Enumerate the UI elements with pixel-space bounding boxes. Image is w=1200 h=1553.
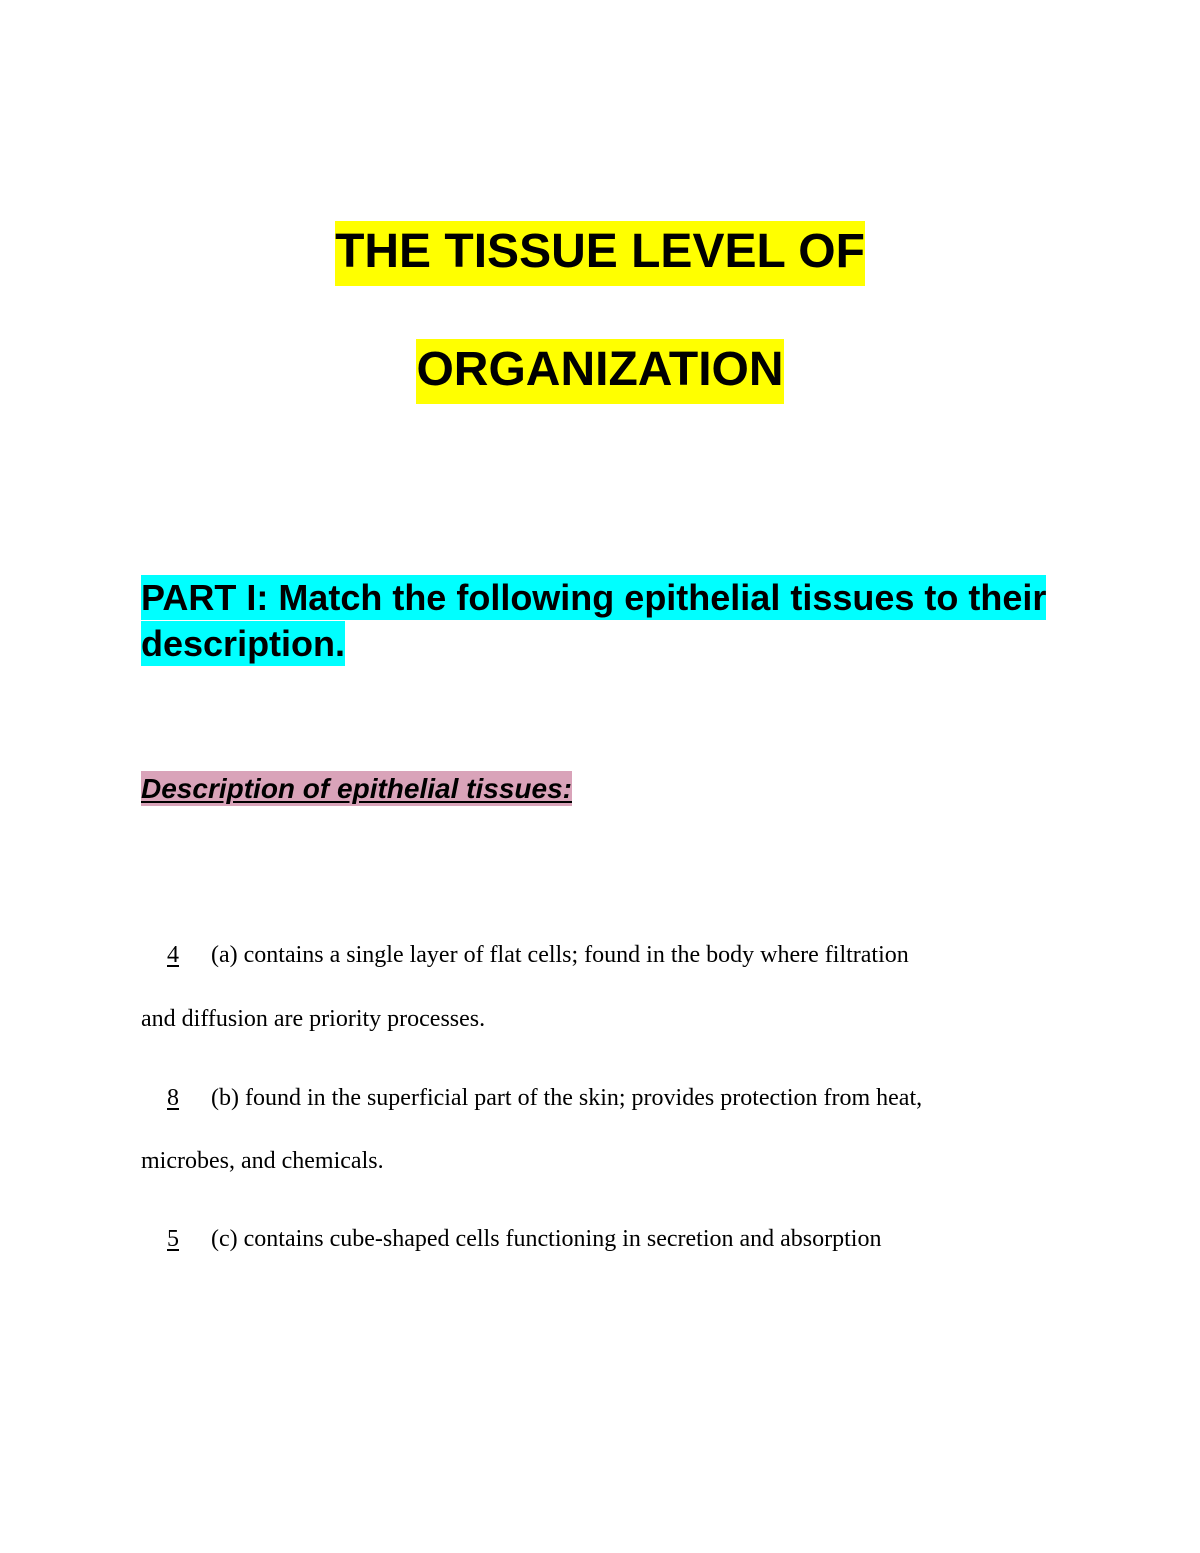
item-a-text-line1: (a) contains a single layer of flat cells; found in the body where filtration	[211, 942, 909, 968]
description-heading	[141, 771, 572, 807]
item-b-text-line2: microbes, and chemicals.	[141, 1148, 384, 1174]
description-heading-text: Description of epithelial tissues:	[141, 773, 572, 804]
item-c-text-line1: (c) contains cube-shaped cells functioning in secretion and absorption	[211, 1226, 882, 1252]
item-a-text-line2: and diffusion are priority processes.	[141, 1006, 486, 1032]
title-line-2	[0, 343, 1200, 396]
list-item-b	[141, 1084, 1041, 1112]
list-item-b-continuation	[141, 1147, 1041, 1175]
list-item-c	[141, 1225, 1041, 1253]
title-text-2: ORGANIZATION	[416, 339, 783, 404]
answer-blank-a[interactable]: 4	[167, 942, 179, 968]
title-line-1	[0, 225, 1200, 278]
list-item-a-continuation	[141, 1005, 1041, 1033]
title-text-1: THE TISSUE LEVEL OF	[335, 221, 865, 286]
item-b-text-line1: (b) found in the superficial part of the skin; provides protection from heat,	[211, 1085, 923, 1111]
part-1-heading-text: PART I: Match the following epithelial tissues to their description.	[141, 577, 1047, 664]
answer-blank-c[interactable]: 5	[167, 1226, 179, 1252]
answer-blank-b[interactable]: 8	[167, 1085, 179, 1111]
list-item-a	[141, 941, 1041, 969]
part-1-heading	[141, 575, 1061, 667]
